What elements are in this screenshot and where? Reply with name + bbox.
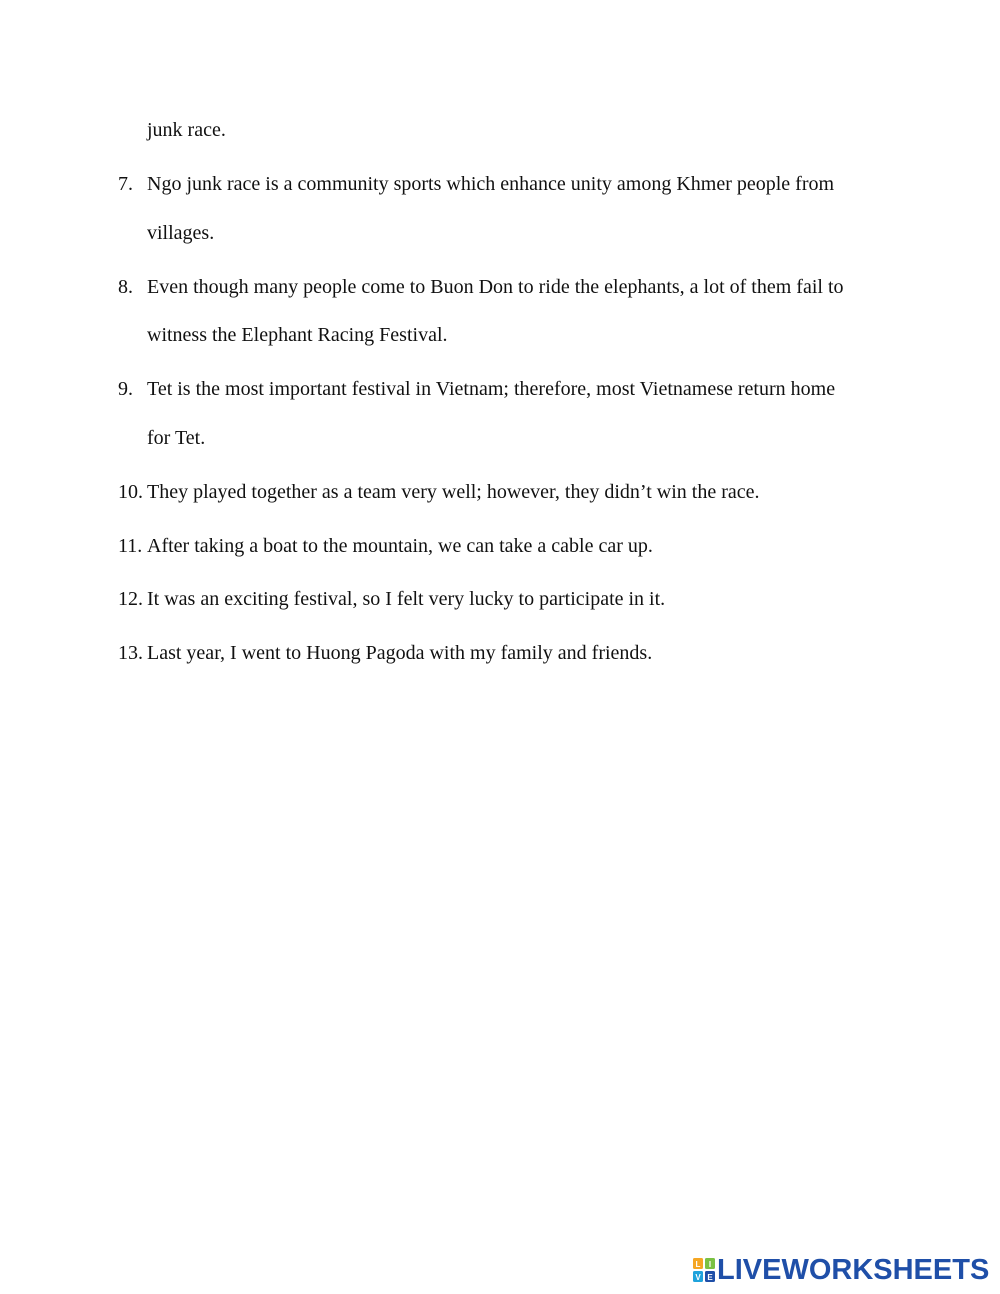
item-number: 11. bbox=[118, 535, 143, 557]
item-number: 10. bbox=[118, 481, 143, 503]
item-text: Ngo junk race is a community sports which enhance unity among Khmer people from bbox=[147, 173, 835, 195]
item-number: 13. bbox=[118, 642, 143, 664]
item-text: villages. bbox=[147, 222, 215, 244]
item-text: After taking a boat to the mountain, we can take a cable car up. bbox=[147, 535, 653, 557]
svg-text:E: E bbox=[707, 1273, 713, 1282]
item-text: They played together as a team very well; however, they didn’t win the race. bbox=[147, 481, 760, 503]
svg-text:V: V bbox=[695, 1273, 701, 1282]
item-text: for Tet. bbox=[147, 427, 206, 449]
liveworksheets-logo-icon bbox=[693, 1258, 715, 1282]
svg-text:L: L bbox=[695, 1260, 701, 1269]
item-text: witness the Elephant Racing Festival. bbox=[147, 324, 448, 346]
item-text: Last year, I went to Huong Pagoda with my family and friends. bbox=[147, 642, 653, 664]
item-number: 8. bbox=[118, 276, 133, 298]
item-number: 7. bbox=[118, 173, 133, 195]
item-text: Tet is the most important festival in Vietnam; therefore, most Vietnamese return home bbox=[147, 378, 836, 400]
svg-text:I: I bbox=[708, 1260, 712, 1269]
item-text: It was an exciting festival, so I felt very lucky to participate in it. bbox=[147, 588, 666, 610]
item-number: 12. bbox=[118, 588, 143, 610]
item-number: 9. bbox=[118, 378, 133, 400]
brand-wordmark: LIVEWORKSHEETS bbox=[717, 1254, 990, 1286]
continuation-text: junk race. bbox=[147, 119, 226, 141]
liveworksheets-logo bbox=[693, 1254, 993, 1286]
item-text: Even though many people come to Buon Don to ride the elephants, a lot of them fail to bbox=[147, 276, 844, 298]
